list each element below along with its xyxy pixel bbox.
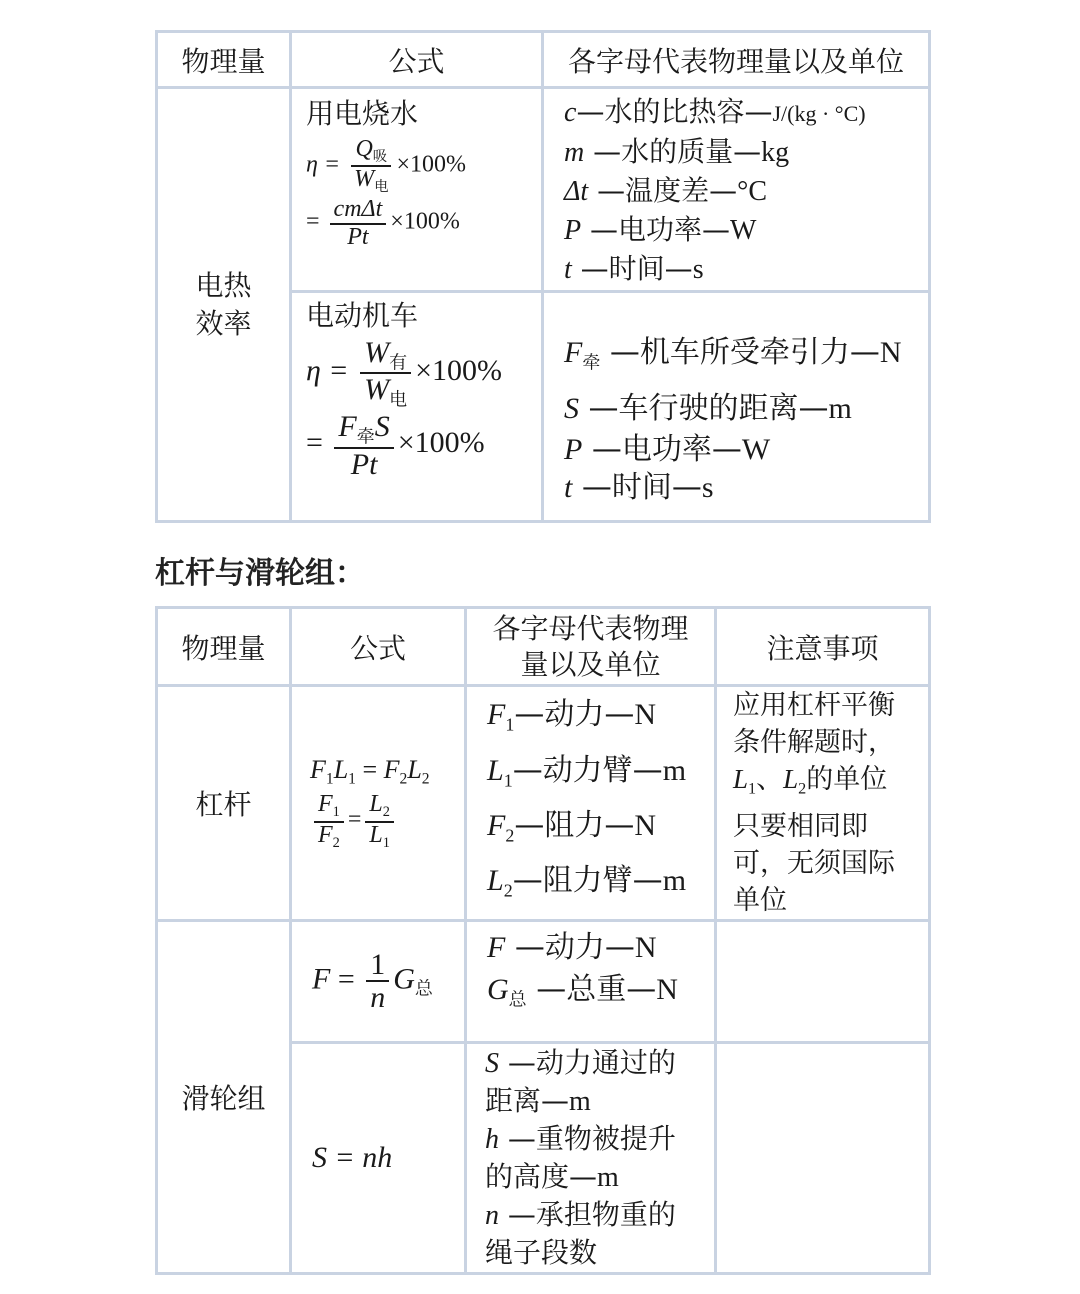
var-t: t —时间—s xyxy=(564,252,704,285)
row-label-lever: 杠杆 xyxy=(157,686,291,921)
boil-water-eta-formula: η = $\frac{Q_吸}{W_电}$ ×100% xyxy=(306,136,467,196)
notes-pulley-1 xyxy=(716,920,930,1042)
header-formula: 公式 xyxy=(291,32,543,88)
notes-pulley-2 xyxy=(716,1042,930,1273)
header-variables-2: 各字母代表物理 量以及单位 xyxy=(466,608,716,686)
formula-lever xyxy=(291,686,466,921)
header-variables: 各字母代表物理量以及单位 xyxy=(543,32,930,88)
var-h-line2: 的高度—m xyxy=(485,1159,619,1193)
header-quantity-2: 物理量 xyxy=(157,608,291,686)
notes-lever: 应用杠杆平衡 条件解题时， $L_1$、$L_2$的单位 只要相同即 可，无须国际 单位 xyxy=(716,686,930,921)
formula-electric-vehicle xyxy=(291,292,543,522)
vars-boil-water xyxy=(543,88,930,292)
electric-vehicle-title: 电动机车 xyxy=(306,299,419,332)
vehicle-eta-expanded: = $\frac{F_牵S}{Pt}$ ×100% xyxy=(306,410,485,481)
var-n-line2: 绳子段数 xyxy=(485,1235,598,1269)
var-f1: $F_1—$动力—N xyxy=(487,697,656,735)
header-formula-2: 公式 xyxy=(291,608,466,686)
vars-lever xyxy=(466,686,716,921)
var-n-line1: n —承担物重的 xyxy=(485,1197,676,1231)
vars-pulley-distance xyxy=(466,1042,716,1273)
var-l2: $L_2—$阻力臂—m xyxy=(487,863,687,901)
vehicle-eta-formula: η = $\frac{W_有}{W_电}$ ×100% xyxy=(306,336,503,410)
vars-pulley-force xyxy=(466,920,716,1042)
vars-electric-vehicle xyxy=(543,292,930,522)
header-notes: 注意事项 xyxy=(716,608,930,686)
formula-boil-water xyxy=(291,88,543,292)
heat-efficiency-table xyxy=(155,30,931,523)
var-l1: $L_1—$动力臂—m xyxy=(487,752,687,790)
boil-water-title: 用电烧水 xyxy=(306,97,419,130)
row-label-heat-efficiency: 电热 效率 xyxy=(157,88,291,522)
var-p: P —电功率—W xyxy=(564,213,757,246)
var-g-total: $G_总$ —总重—N xyxy=(487,972,678,1011)
section-title-lever-pulley: 杠杆与滑轮组： xyxy=(155,556,365,591)
formula-pulley-force: F = $\frac{1}{n}$ $G_总$ xyxy=(291,920,466,1042)
header-quantity: 物理量 xyxy=(157,32,291,88)
var-s-line2: 距离—m xyxy=(485,1083,591,1117)
var-f-traction: $F_牵$ —机车所受牵引力—N xyxy=(564,335,902,374)
lever-ratio-formula: $\frac{F_1}{F_2}$ = $\frac{L_2}{L_1}$ xyxy=(310,792,464,850)
formula-pulley-distance: S = nh xyxy=(291,1042,466,1273)
lever-balance-formula: $F_1L_1 = F_2L_2$ xyxy=(310,754,430,788)
var-c: c—水的比热容—J/(kg · °C) xyxy=(564,95,866,128)
var-t-time: t —时间—s xyxy=(564,470,714,506)
var-m: m —水的质量—kg xyxy=(564,135,790,168)
row-label-pulley: 滑轮组 xyxy=(157,920,291,1273)
var-f-force: F —动力—N xyxy=(487,930,657,965)
var-p-power: P —电功率—W xyxy=(564,432,771,468)
var-delta-t: Δt —温度差—°C xyxy=(564,174,767,207)
lever-pulley-table xyxy=(155,606,931,1275)
var-h-line1: h —重物被提升 xyxy=(485,1121,676,1155)
var-s-distance: S —车行驶的距离—m xyxy=(564,391,852,427)
boil-water-eta-expanded: = $\frac{\text{cmΔt}}{Pt}$ ×100% xyxy=(306,196,460,250)
var-f2: $F_2—$阻力—N xyxy=(487,807,656,846)
var-s-line1: S —动力通过的 xyxy=(485,1045,676,1079)
